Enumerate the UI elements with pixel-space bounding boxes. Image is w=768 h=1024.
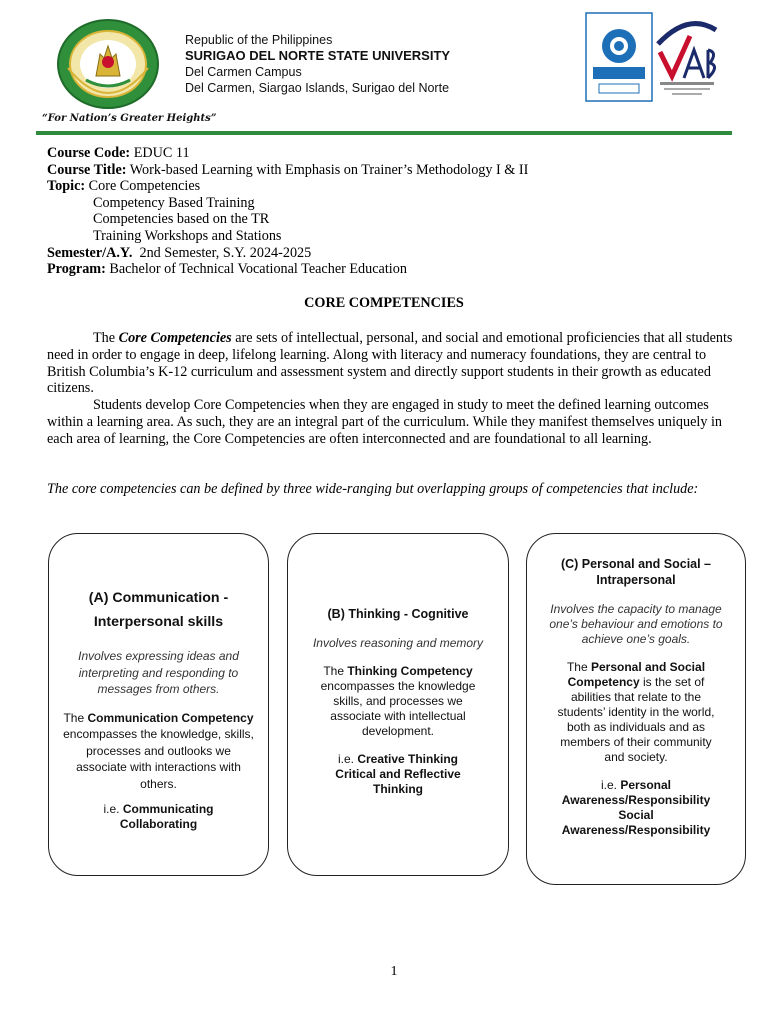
- card-body-bold: Personal and Social Competency: [567, 660, 706, 689]
- semester: 2nd Semester, S.Y. 2024-2025: [139, 244, 312, 261]
- card-description: Involves reasoning and memory: [312, 636, 484, 650]
- university-motto: “For Nation’s Greater Heights”: [42, 113, 217, 124]
- card-title: (B) Thinking - Cognitive: [327, 607, 469, 621]
- communication-card: [48, 533, 269, 876]
- course-title-row: [47, 162, 528, 179]
- card-body-text: encompasses the knowledge, skills, processes and outlooks we associate with interactions with others.: [63, 727, 254, 791]
- program-row: [47, 261, 528, 278]
- card-body-text: The: [323, 664, 348, 678]
- card-example: Critical and Reflective Thinking: [335, 767, 461, 796]
- course-title-label: Course Title:: [47, 161, 127, 178]
- card-title: Interpersonal skills: [93, 614, 224, 630]
- card-body: [549, 660, 723, 765]
- campus-name: Del Carmen Campus: [185, 65, 302, 79]
- card-body: [308, 664, 488, 739]
- card-example: Creative Thinking: [357, 752, 459, 766]
- program-label: Program:: [47, 261, 106, 278]
- semester-label: Semester/A.Y.: [47, 244, 133, 261]
- para-text: Students develop Core Competencies when they are engaged in study to meet the defined learning outcomes within a learning area. As such, they are an integral part of the curriculum. While they manifest themselves uniquely in each area of learning, the Core Competencies are often interconnected and are foundational to all learning.: [47, 397, 723, 447]
- letterhead: [185, 32, 450, 96]
- card-body-bold: Thinking Competency: [347, 664, 473, 678]
- republic-line: Republic of the Philippines: [185, 33, 333, 47]
- card-title: (C) Personal and Social –: [560, 557, 712, 571]
- card-body-text: encompasses the knowledge skills, and processes we associate with intellectual development.: [320, 679, 476, 738]
- para-text: The: [93, 330, 119, 346]
- card-title: Intrapersonal: [596, 573, 676, 587]
- topic-row: [47, 178, 528, 195]
- card-body: [61, 710, 256, 793]
- course-title: Work-based Learning with Emphasis on Trainer’s Methodology I & II: [129, 161, 529, 178]
- card-body-text: The: [566, 660, 591, 674]
- card-examples: [49, 802, 268, 832]
- university-name: SURIGAO DEL NORTE STATE UNIVERSITY: [185, 48, 451, 63]
- topic-item: Core Competencies: [88, 178, 201, 195]
- course-info: [47, 145, 528, 278]
- para-text: are sets of intellectual, personal, and social and emotional proficiencies that all students need in order to engage in deep, lifelong learning. Along with literacy and numeracy foundations, they are central to British Columbia’s K-12 curriculum and assessment system and directly support students in their growth as educated citizens.: [47, 330, 733, 397]
- semester-row: [47, 245, 528, 262]
- topic-label: Topic:: [47, 178, 86, 195]
- card-body-text: The: [63, 710, 88, 725]
- intro-paragraph: [47, 330, 733, 397]
- iab-accreditation-logo: [654, 16, 720, 102]
- course-code-row: [47, 145, 528, 162]
- personal-social-card: [526, 533, 746, 885]
- university-seal-logo: [56, 18, 160, 110]
- ie-label: i.e.: [103, 802, 123, 816]
- card-title: (A) Communication -: [88, 590, 229, 606]
- card-body-bold: Communication Competency: [87, 710, 254, 725]
- page-number: 1: [390, 964, 398, 979]
- topic-item: Competencies based on the TR: [93, 211, 270, 228]
- ie-label: i.e.: [337, 752, 358, 766]
- card-example: Personal Awareness/Responsibility: [561, 778, 711, 807]
- groups-intro-paragraph: The core competencies can be defined by three wide-ranging but overlapping groups of competencies that include:: [47, 481, 699, 497]
- card-body-text: is the set of abilities that relate to the students’ identity in the world, both as individuals and as members of their community and society.: [557, 675, 715, 764]
- socotec-iso-certification-logo: [585, 12, 653, 102]
- card-examples: [320, 752, 476, 797]
- topic-item: Training Workshops and Stations: [93, 227, 282, 244]
- card-example: Social Awareness/Responsibility: [561, 808, 711, 837]
- card-examples: [553, 778, 719, 838]
- card-example: Collaborating: [119, 817, 198, 831]
- section-title: CORE COMPETENCIES: [304, 295, 464, 311]
- development-paragraph: [47, 397, 733, 447]
- topic-item: Competency Based Training: [93, 194, 255, 211]
- card-description: Involves the capacity to manage one’s behaviour and emotions to achieve one’s goals.: [549, 602, 723, 646]
- course-code: EDUC 11: [133, 145, 190, 161]
- core-competencies-emphasis: Core Competencies: [118, 330, 232, 346]
- program: Bachelor of Technical Vocational Teacher Education: [109, 261, 407, 278]
- ie-label: i.e.: [600, 778, 621, 792]
- course-code-label: Course Code:: [47, 145, 131, 161]
- card-example: Communicating: [122, 802, 214, 816]
- card-description: Involves expressing ideas and interpreting and responding to messages from others.: [78, 649, 239, 696]
- thinking-card: [287, 533, 509, 876]
- header-divider: [36, 131, 732, 135]
- campus-address: Del Carmen, Siargao Islands, Surigao del Norte: [185, 81, 450, 95]
